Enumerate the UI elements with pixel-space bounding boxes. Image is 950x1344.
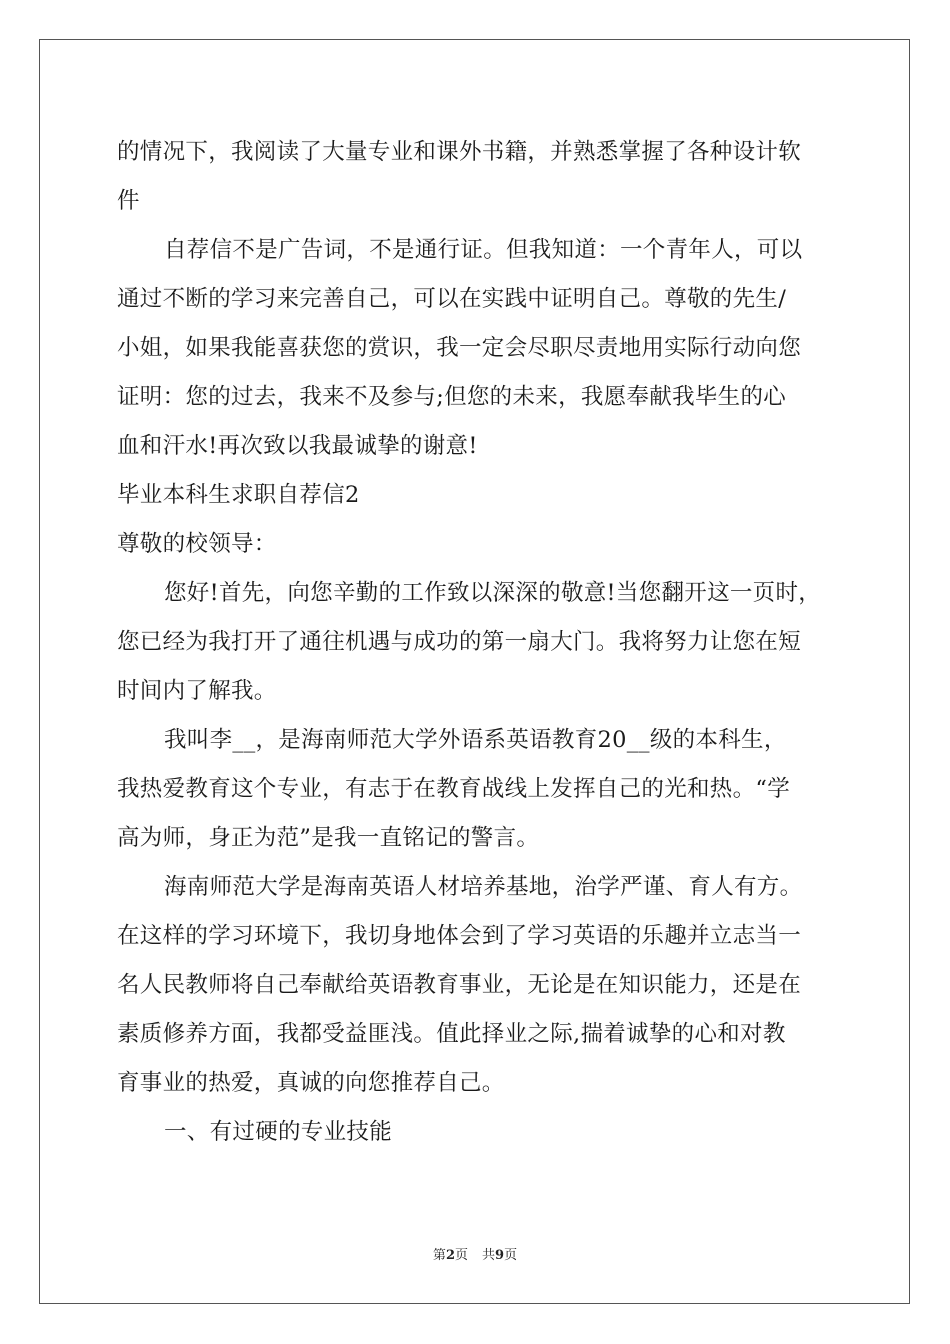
text-line: 在这样的学习环境下，我切身地体会到了学习英语的乐趣并立志当一 <box>117 923 802 949</box>
text-line: 我热爱教育这个专业，有志于在教育战线上发挥自己的光和热。“学 <box>117 776 791 802</box>
document-body <box>117 128 837 1157</box>
text-line: 一、有过硬的专业技能 <box>164 1119 393 1145</box>
text-line: 血和汗水!再次致以我最诚挚的谢意! <box>117 433 478 459</box>
page-current: 2 <box>445 1248 455 1263</box>
text-line: 您已经为我打开了通往机遇与成功的第一扇大门。我将努力让您在短 <box>117 629 802 655</box>
text-line: 我叫李__，是海南师范大学外语系英语教育20__级的本科生， <box>164 727 787 753</box>
text-line: 名人民教师将自己奉献给英语教育事业，无论是在知识能力，还是在 <box>117 972 802 998</box>
text-line: 高为师，身正为范”是我一直铭记的警言。 <box>117 825 540 851</box>
text-line: 时间内了解我。 <box>117 678 277 704</box>
text-line: 证明：您的过去，我来不及参与;但您的未来，我愿奉献我毕生的心 <box>117 384 787 410</box>
text-line: 通过不断的学习来完善自己，可以在实践中证明自己。尊敬的先生/ <box>117 286 787 312</box>
page-footer <box>0 1246 950 1266</box>
page-total: 9 <box>495 1248 505 1263</box>
text-line: 海南师范大学是海南英语人材培养基地，治学严谨、育人有方。 <box>164 874 803 900</box>
text-line: 小姐，如果我能喜获您的赏识，我一定会尽职尽责地用实际行动向您 <box>117 335 802 361</box>
text-line: 毕业本科生求职自荐信2 <box>117 482 360 508</box>
text-line: 的情况下，我阅读了大量专业和课外书籍，并熟悉掌握了各种设计软 <box>117 139 802 165</box>
page-suffix: 页 <box>454 1248 468 1263</box>
text-line: 自荐信不是广告词，不是通行证。但我知道：一个青年人，可以 <box>164 237 803 263</box>
text-line: 件 <box>117 188 140 214</box>
page-prefix: 第 <box>432 1248 446 1263</box>
text-line: 素质修养方面，我都受益匪浅。值此择业之际,揣着诚挚的心和对教 <box>117 1021 786 1047</box>
total-prefix: 共 <box>482 1248 496 1263</box>
total-suffix: 页 <box>504 1248 518 1263</box>
text-line: 尊敬的校领导： <box>117 531 277 557</box>
text-line: 您好!首先，向您辛勤的工作致以深深的敬意!当您翻开这一页时， <box>164 580 822 606</box>
text-line: 育事业的热爱，真诚的向您推荐自己。 <box>117 1070 505 1096</box>
